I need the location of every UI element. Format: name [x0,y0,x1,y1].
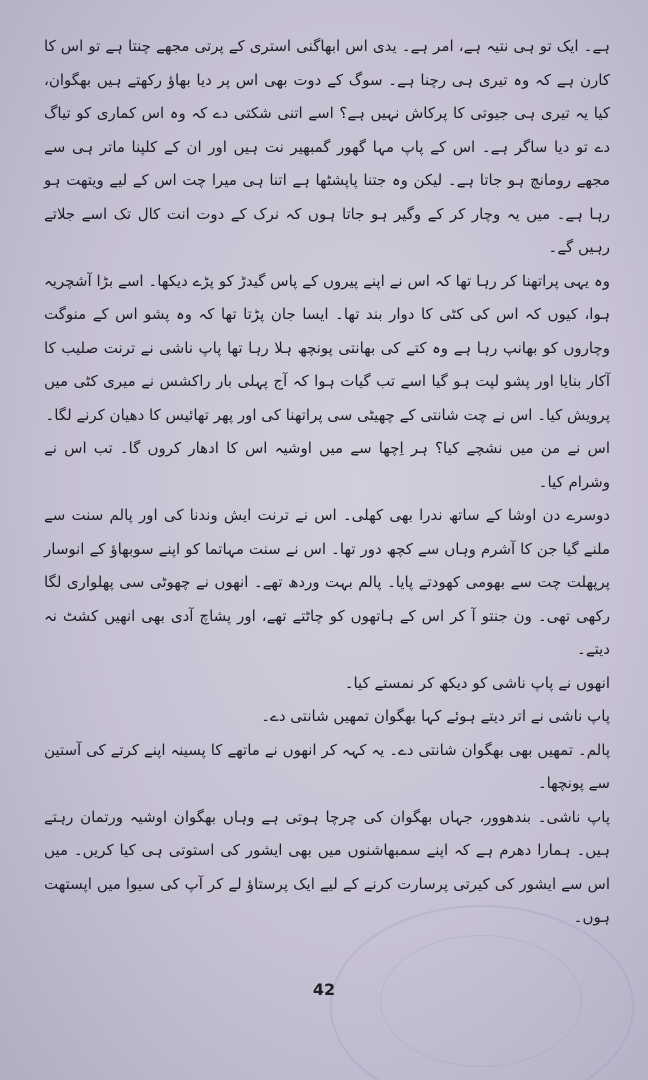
paragraph-2: وہ یہی پراتھنا کر رہا تھا کہ اس نے اپنے پیروں کے پاس گیدڑ کو پڑے دیکھا۔ اسے بڑا آشچریہ ہوا، کیوں کہ اس کی کٹی کا دوار بند تھا۔ ایسا جان پڑتا تھا کہ وہ پشو اس کے منوگت وچاروں کو بھانپ رہا ہے وہ کتے کی بھانتی پونچھ ہلا رہا تھا پاپ ناشی نے ترنت صلیب کا آکار بنایا اور پشو لپت ہو گیا اسے تب گیات ہوا کہ آج پہلی بار راکشس نے میری کٹی میں پرویش کیا۔ اس نے چت شانتی کے چھیٹی سی پراتھنا کی اور پھر تھائیس کا دھیان کرنے لگا۔ [44,271,610,424]
paragraph-3: اس نے من میں نشچے کیا؟ ہر اِچھا سے میں اوشیہ اس کا ادھار کروں گا۔ تب اس نے وشرام کیا۔ [44,439,610,491]
paragraph-5: انھوں نے پاپ ناشی کو دیکھ کر نمستے کیا۔ [344,673,610,692]
paragraph-8: پاپ ناشی۔ بندھوور، جہاں بھگوان کی چرچا ہوتی ہے وہاں بھگوان اوشیہ ورتمان رہتے ہیں۔ ہمارا دھرم ہے کہ اپنے سمبھاشنوں میں بھی ایشور کی استوتی ہی کیا کریں۔ میں اس سے ایشور کی کیرتی پرسارت کرنے کے لیے ایک پرستاؤ لے کر آپ کی سیوا میں اپستھت ہوں۔ [44,807,610,926]
library-stamp-inner [380,935,582,1067]
body-text [44,30,610,935]
paragraph-4: دوسرے دن اوشا کے ساتھ ندرا بھی کھلی۔ اس نے ترنت ایش وندنا کی اور پالم سنت سے ملنے گیا جن کا آشرم وہاں سے کچھ دور تھا۔ اس نے سنت مہاتما کو اپنے سوبھاؤ کے انوسار پرپھلت چت سے بھومی کھودتے پایا۔ پالم بہت وردھ تھے۔ انھوں نے چھوٹی سی پھلواری لگا رکھی تھی۔ ون جنتو آ کر اس کے ہاتھوں کو چاٹتے تھے، اور پشاچ آدی بھی انھیں کشٹ نہ دیتے۔ [44,506,610,658]
page-number: 42 [312,980,336,999]
paragraph-6: پاپ ناشی نے اتر دیتے ہوئے کہا بھگوان تمھیں شانتی دے۔ [261,707,610,725]
paragraph-7: پالم۔ تمھیں بھی بھگوان شانتی دے۔ یہ کہہ کر انھوں نے ماتھے کا پسینہ اپنے کرتے کی آستین سے پونچھا۔ [44,740,610,792]
paragraph-1: ہے۔ ایک تو ہی نتیہ ہے، امر ہے۔ یدی اس ابھاگنی استری کے پرتی مجھے چنتا ہے تو اس کا کارن ہے کہ وہ تیری ہی رچنا ہے۔ سوگ کے دوت بھی اس پر دیا بھاؤ رکھتے ہیں بھگوان، کیا یہ تیری ہی جیوتی کا پرکاش نہیں ہے؟ اسے اتنی شکتی دے کہ وہ اس کماری کو تیاگ دے تو دیا ساگر ہے۔ اس کے پاپ مہا گھور گمبھیر نت ہیں اور ان کے کلپنا ماتر ہی سے مجھے رومانچ ہو جاتا ہے۔ لیکن وہ جتنا پاپشٹھا ہے اتنا ہی میرا چت اس کے لیے ویتھت ہو رہا ہے۔ میں یہ وچار کر کے وگیر ہو جاتا ہوں کہ نرک کے دوت انت کال تک اسے جلاتے رہیں گے۔ [44,37,610,256]
